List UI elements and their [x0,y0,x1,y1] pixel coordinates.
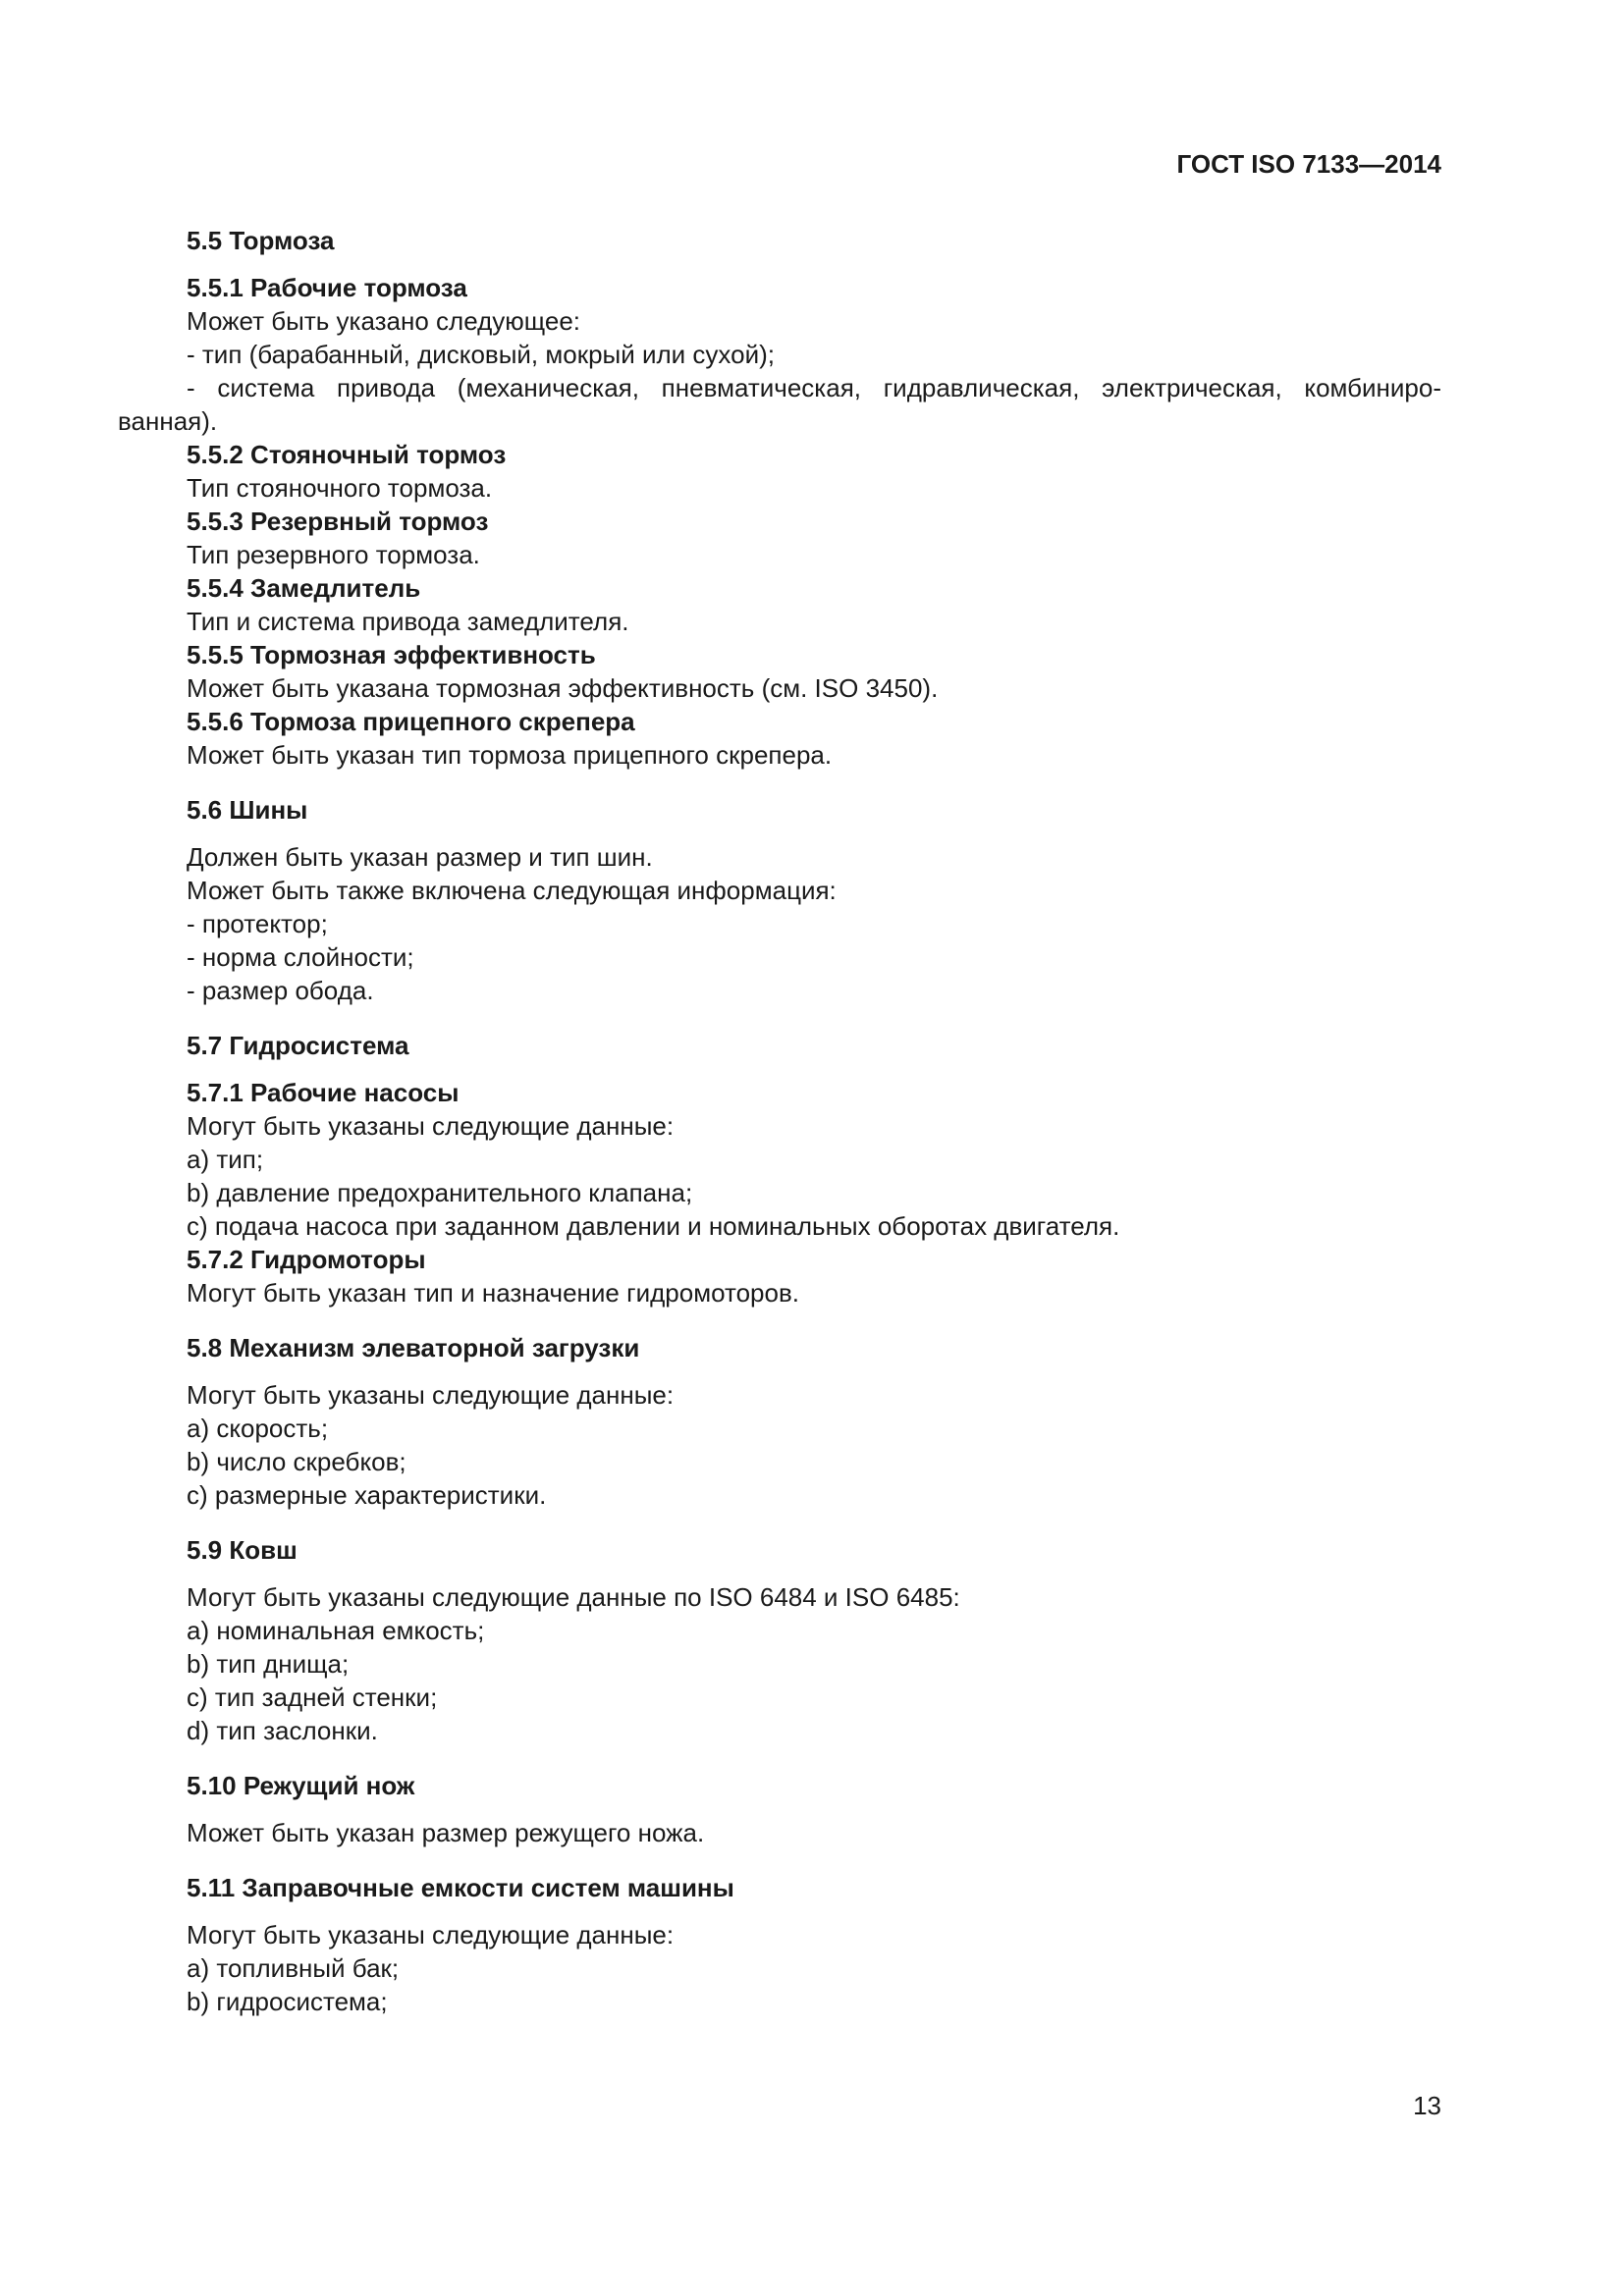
list-item: c) размерные характеристики. [187,1480,547,1510]
list-item: b) число скребков; [187,1447,406,1476]
section-5-7-1-title: 5.7.1 Рабочие насосы [187,1078,460,1107]
page-number: 13 [1413,2091,1441,2120]
section-5-7-2-title: 5.7.2 Гидромоторы [187,1245,426,1274]
list-item: a) тип; [187,1145,264,1174]
list-item: b) тип днища; [187,1649,350,1679]
page-content [118,224,1441,2018]
paragraph: Могут быть указаны следующие данные: [187,1111,675,1141]
paragraph: Может быть указан размер режущего ножа. [187,1818,705,1847]
paragraph: Могут быть указан тип и назначение гидромоторов. [187,1278,799,1308]
paragraph: Может быть указана тормозная эффективность (см. ISO 3450). [187,673,939,703]
section-5-10-title: 5.10 Режущий нож [187,1771,415,1800]
list-item: b) гидросистема; [187,1987,388,2016]
section-5-5-3-title: 5.5.3 Резервный тормоз [187,507,489,536]
list-item: c) подача насоса при заданном давлении и номинальных оборотах двигателя. [187,1211,1120,1241]
paragraph: Могут быть указаны следующие данные: [187,1380,675,1410]
paragraph: Могут быть указаны следующие данные: [187,1920,675,1949]
list-item: a) топливный бак; [187,1953,400,1983]
list-item-continuation: ванная). [118,406,218,436]
section-5-11-title: 5.11 Заправочные емкости систем машины [187,1873,734,1902]
section-5-5-title: 5.5 Тормоза [187,226,335,255]
section-5-8-title: 5.8 Механизм элеваторной загрузки [187,1333,640,1362]
list-item: - протектор; [187,909,328,938]
section-5-6-title: 5.6 Шины [187,795,308,825]
section-5-5-5-title: 5.5.5 Тормозная эффективность [187,640,596,669]
paragraph: Может быть указан тип тормоза прицепного скрепера. [187,740,833,770]
paragraph: Тип стояночного тормоза. [187,473,493,503]
section-5-5-1-title: 5.5.1 Рабочие тормоза [187,273,467,302]
list-item: - тип (барабанный, дисковый, мокрый или сухой); [187,340,775,369]
list-item: d) тип заслонки. [187,1716,378,1745]
paragraph: Тип резервного тормоза. [187,540,480,569]
document-header: ГОСТ ISO 7133—2014 [1176,149,1441,179]
list-item: - размер обода. [187,976,374,1005]
section-5-5-4-title: 5.5.4 Замедлитель [187,573,421,603]
section-5-9-title: 5.9 Ковш [187,1535,298,1565]
list-item: b) давление предохранительного клапана; [187,1178,693,1207]
section-5-5-6-title: 5.5.6 Тормоза прицепного скрепера [187,707,635,736]
list-item: a) скорость; [187,1414,329,1443]
list-item: c) тип задней стенки; [187,1682,438,1712]
list-item: a) номинальная емкость; [187,1616,485,1645]
section-5-7-title: 5.7 Гидросистема [187,1031,409,1060]
paragraph: Может быть указано следующее: [187,306,581,336]
paragraph: Может быть также включена следующая информация: [187,876,837,905]
list-item: - система привода (механическая, пневматическая, гидравлическая, электрическая, комбиниро- [187,373,1441,402]
paragraph: Должен быть указан размер и тип шин. [187,842,653,872]
paragraph: Тип и система привода замедлителя. [187,607,629,636]
list-item: - норма слойности; [187,942,414,972]
section-5-5-2-title: 5.5.2 Стояночный тормоз [187,440,507,469]
paragraph: Могут быть указаны следующие данные по ISO 6484 и ISO 6485: [187,1582,960,1612]
